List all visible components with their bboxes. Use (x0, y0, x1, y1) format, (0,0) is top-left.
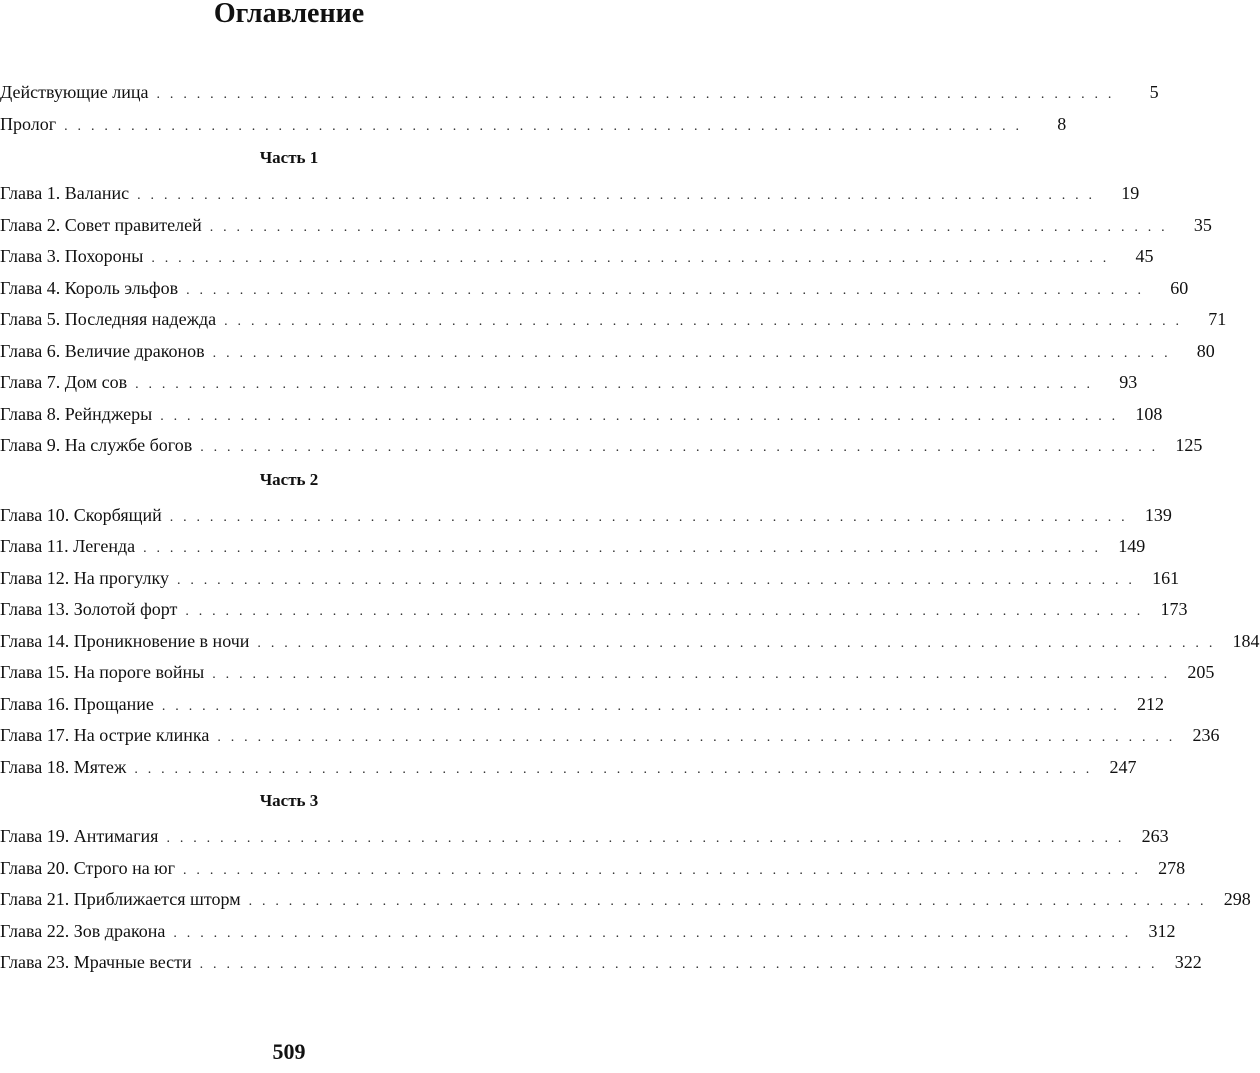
toc-entry-page: 19 (1095, 181, 1139, 205)
toc-entry-page: 212 (1120, 692, 1164, 716)
toc-entry-page: 205 (1170, 660, 1214, 684)
dot-leader: . . . . . . . . . . . . . . . . . . . . . . . . . . . . . . . . . . . . . . . . . . . . . . . . . . . . . . . . . . . . . . . . . . . . . . . . (185, 604, 1144, 619)
toc-entry (0, 723, 1220, 755)
page-title: Оглавление (213, 0, 365, 29)
toc-entry-page: 80 (1171, 339, 1215, 363)
toc-entry (0, 339, 1215, 371)
toc-entry (0, 856, 1186, 888)
toc-entry (0, 370, 1138, 402)
toc-entry-page: 322 (1158, 950, 1202, 974)
toc-entry-page: 8 (1022, 112, 1066, 136)
toc-entry (0, 534, 1146, 566)
toc-entry-label: Действующие лица (0, 80, 157, 104)
toc-entry-page: 93 (1093, 370, 1137, 394)
dot-leader: . . . . . . . . . . . . . . . . . . . . . . . . . . . . . . . . . . . . . . . . . . . . . . . . . . . . . . . . . . . . . . . . . . . . . . . . (248, 894, 1207, 909)
dot-leader: . . . . . . . . . . . . . . . . . . . . . . . . . . . . . . . . . . . . . . . . . . . . . . . . . . . . . . . . . . . . . . . . . . . . . . . . (173, 925, 1132, 941)
dot-leader: . . . . . . . . . . . . . . . . . . . . . . . . . . . . . . . . . . . . . . . . . . . . . . . . . . . . . . . . . . . . . . . . . . . . . . . . (161, 698, 1120, 714)
toc-entry-page: 125 (1158, 433, 1202, 457)
toc-entry-label: Глава 7. Дом сов (0, 370, 135, 394)
dot-leader: . . . . . . . . . . . . . . . . . . . . . . . . . . . . . . . . . . . . . . . . . . . . . . . . . . . . . . . . . . . . . . . . . . . . . . . . (212, 667, 1171, 682)
dot-leader: . . . . . . . . . . . . . . . . . . . . . . . . . . . . . . . . . . . . . . . . . . . . . . . . . . . . . . . . . . . . . . . . . . . . . . . . (183, 862, 1142, 878)
toc-entry-page: 71 (1182, 307, 1226, 331)
table-of-contents (0, 80, 1260, 982)
toc-entry (0, 660, 1215, 692)
toc-entry-label: Глава 4. Король эльфов (0, 276, 186, 300)
toc-entry-label: Глава 19. Антимагия (0, 824, 166, 848)
toc-entry-page: 263 (1125, 824, 1169, 848)
toc-entry-page: 312 (1132, 919, 1176, 943)
toc-entry-label: Пролог (0, 112, 64, 136)
dot-leader: . . . . . . . . . . . . . . . . . . . . . . . . . . . . . . . . . . . . . . . . . . . . . . . . . . . . . . . . . . . . . . . . . . . . . . . . (137, 188, 1096, 203)
toc-entry-label: Глава 22. Зов дракона (0, 919, 173, 943)
toc-entry (0, 566, 1180, 598)
toc-entry (0, 307, 1227, 339)
toc-entry-page: 278 (1141, 856, 1185, 880)
toc-entry (0, 597, 1188, 629)
toc-entry-page: 298 (1207, 887, 1251, 911)
dot-leader: . . . . . . . . . . . . . . . . . . . . . . . . . . . . . . . . . . . . . . . . . . . . . . . . . . . . . . . . . . . . . . . . . . . . . . . . (134, 761, 1093, 777)
toc-entry-page: 45 (1109, 244, 1153, 268)
dot-leader: . . . . . . . . . . . . . . . . . . . . . . . . . . . . . . . . . . . . . . . . . . . . . . . . . . . . . . . . . . . . . . . . . . . . . . . . (156, 87, 1115, 102)
toc-entry-label: Глава 1. Валанис (0, 181, 137, 205)
toc-entry-label: Глава 14. Проникновение в ночи (0, 629, 257, 653)
toc-entry-label: Глава 8. Рейнджеры (0, 402, 160, 426)
toc-entry-label: Глава 21. Приближается шторм (0, 887, 249, 911)
toc-entry (0, 950, 1202, 982)
dot-leader: . . . . . . . . . . . . . . . . . . . . . . . . . . . . . . . . . . . . . . . . . . . . . . . . . . . . . . . . . . . . . . . . . . . . . . . . (135, 377, 1094, 392)
dot-leader: . . . . . . . . . . . . . . . . . . . . . . . . . . . . . . . . . . . . . . . . . . . . . . . . . . . . . . . . . . . . . . . . . . . . . . . . (64, 118, 1023, 134)
toc-entry-label: Глава 9. На службе богов (0, 433, 200, 457)
toc-entry (0, 503, 1172, 535)
section-heading: Часть 3 (259, 791, 319, 810)
dot-leader: . . . . . . . . . . . . . . . . . . . . . . . . . . . . . . . . . . . . . . . . . . . . . . . . . . . . . . . . . . . . . . . . . . . . . . . . (217, 730, 1176, 745)
section-heading: Часть 2 (259, 469, 319, 489)
toc-entry-page: 236 (1175, 723, 1219, 747)
toc-entry-label: Глава 17. На острие клинка (0, 723, 217, 747)
toc-entry-page: 5 (1115, 80, 1159, 104)
toc-entry-label: Глава 3. Похороны (0, 244, 151, 268)
dot-leader: . . . . . . . . . . . . . . . . . . . . . . . . . . . . . . . . . . . . . . . . . . . . . . . . . . . . . . . . . . . . . . . . . . . . . . . . (169, 509, 1128, 525)
toc-entry (0, 919, 1176, 951)
toc-entry-page: 108 (1118, 402, 1162, 426)
toc-entry-label: Глава 15. На пороге войны (0, 660, 212, 684)
toc-entry (0, 244, 1154, 276)
toc-entry (0, 824, 1169, 856)
toc-entry (0, 181, 1140, 213)
toc-entry-label: Глава 16. Прощание (0, 692, 162, 716)
toc-entry-page: 149 (1101, 534, 1145, 558)
dot-leader: . . . . . . . . . . . . . . . . . . . . . . . . . . . . . . . . . . . . . . . . . . . . . . . . . . . . . . . . . . . . . . . . . . . . . . . . (212, 345, 1171, 361)
toc-entry-page: 173 (1143, 597, 1187, 621)
dot-leader: . . . . . . . . . . . . . . . . . . . . . . . . . . . . . . . . . . . . . . . . . . . . . . . . . . . . . . . . . . . . . . . . . . . . . . . . (166, 831, 1125, 846)
toc-entry-label: Глава 10. Скорбящий (0, 503, 170, 527)
toc-entry-label: Глава 5. Последняя надежда (0, 307, 224, 331)
toc-entry-label: Глава 11. Легенда (0, 534, 143, 558)
toc-entry (0, 213, 1212, 245)
toc-entry-label: Глава 23. Мрачные вести (0, 950, 200, 974)
dot-leader: . . . . . . . . . . . . . . . . . . . . . . . . . . . . . . . . . . . . . . . . . . . . . . . . . . . . . . . . . . . . . . . . . . . . . . . . (224, 314, 1183, 329)
toc-entry (0, 629, 1260, 661)
toc-entry-page: 184 (1216, 629, 1260, 653)
toc-entry-label: Глава 13. Золотой форт (0, 597, 185, 621)
toc-entry (0, 887, 1251, 919)
toc-entry (0, 80, 1159, 112)
dot-leader: . . . . . . . . . . . . . . . . . . . . . . . . . . . . . . . . . . . . . . . . . . . . . . . . . . . . . . . . . . . . . . . . . . . . . . . . (257, 635, 1216, 651)
toc-entry-page: 139 (1128, 503, 1172, 527)
toc-entry (0, 755, 1137, 787)
toc-entry-label: Глава 18. Мятеж (0, 755, 134, 779)
dot-leader: . . . . . . . . . . . . . . . . . . . . . . . . . . . . . . . . . . . . . . . . . . . . . . . . . . . . . . . . . . . . . . . . . . . . . . . . (199, 957, 1158, 972)
dot-leader: . . . . . . . . . . . . . . . . . . . . . . . . . . . . . . . . . . . . . . . . . . . . . . . . . . . . . . . . . . . . . . . . . . . . . . . . (151, 251, 1110, 266)
toc-entry-page: 161 (1135, 566, 1179, 590)
page-number: 509 (272, 1039, 306, 1064)
dot-leader: . . . . . . . . . . . . . . . . . . . . . . . . . . . . . . . . . . . . . . . . . . . . . . . . . . . . . . . . . . . . . . . . . . . . . . . . (160, 408, 1119, 424)
toc-entry (0, 112, 1067, 144)
toc-entry (0, 433, 1203, 465)
toc-entry (0, 276, 1189, 308)
toc-entry-page: 35 (1168, 213, 1212, 237)
toc-entry (0, 692, 1164, 724)
toc-entry-label: Глава 2. Совет правителей (0, 213, 210, 237)
dot-leader: . . . . . . . . . . . . . . . . . . . . . . . . . . . . . . . . . . . . . . . . . . . . . . . . . . . . . . . . . . . . . . . . . . . . . . . . (209, 219, 1168, 235)
dot-leader: . . . . . . . . . . . . . . . . . . . . . . . . . . . . . . . . . . . . . . . . . . . . . . . . . . . . . . . . . . . . . . . . . . . . . . . . (143, 541, 1102, 556)
dot-leader: . . . . . . . . . . . . . . . . . . . . . . . . . . . . . . . . . . . . . . . . . . . . . . . . . . . . . . . . . . . . . . . . . . . . . . . . (176, 572, 1136, 588)
toc-entry (0, 402, 1163, 434)
dot-leader: . . . . . . . . . . . . . . . . . . . . . . . . . . . . . . . . . . . . . . . . . . . . . . . . . . . . . . . . . . . . . . . . . . . . . . . . (186, 282, 1145, 298)
section-heading: Часть 1 (259, 148, 319, 167)
toc-entry-label: Глава 20. Строго на юг (0, 856, 183, 880)
toc-entry-page: 60 (1144, 276, 1188, 300)
dot-leader: . . . . . . . . . . . . . . . . . . . . . . . . . . . . . . . . . . . . . . . . . . . . . . . . . . . . . . . . . . . . . . . . . . . . . . . . (200, 440, 1159, 455)
toc-entry-label: Глава 6. Величие драконов (0, 339, 213, 363)
toc-entry-label: Глава 12. На прогулку (0, 566, 177, 590)
toc-entry-page: 247 (1092, 755, 1136, 779)
